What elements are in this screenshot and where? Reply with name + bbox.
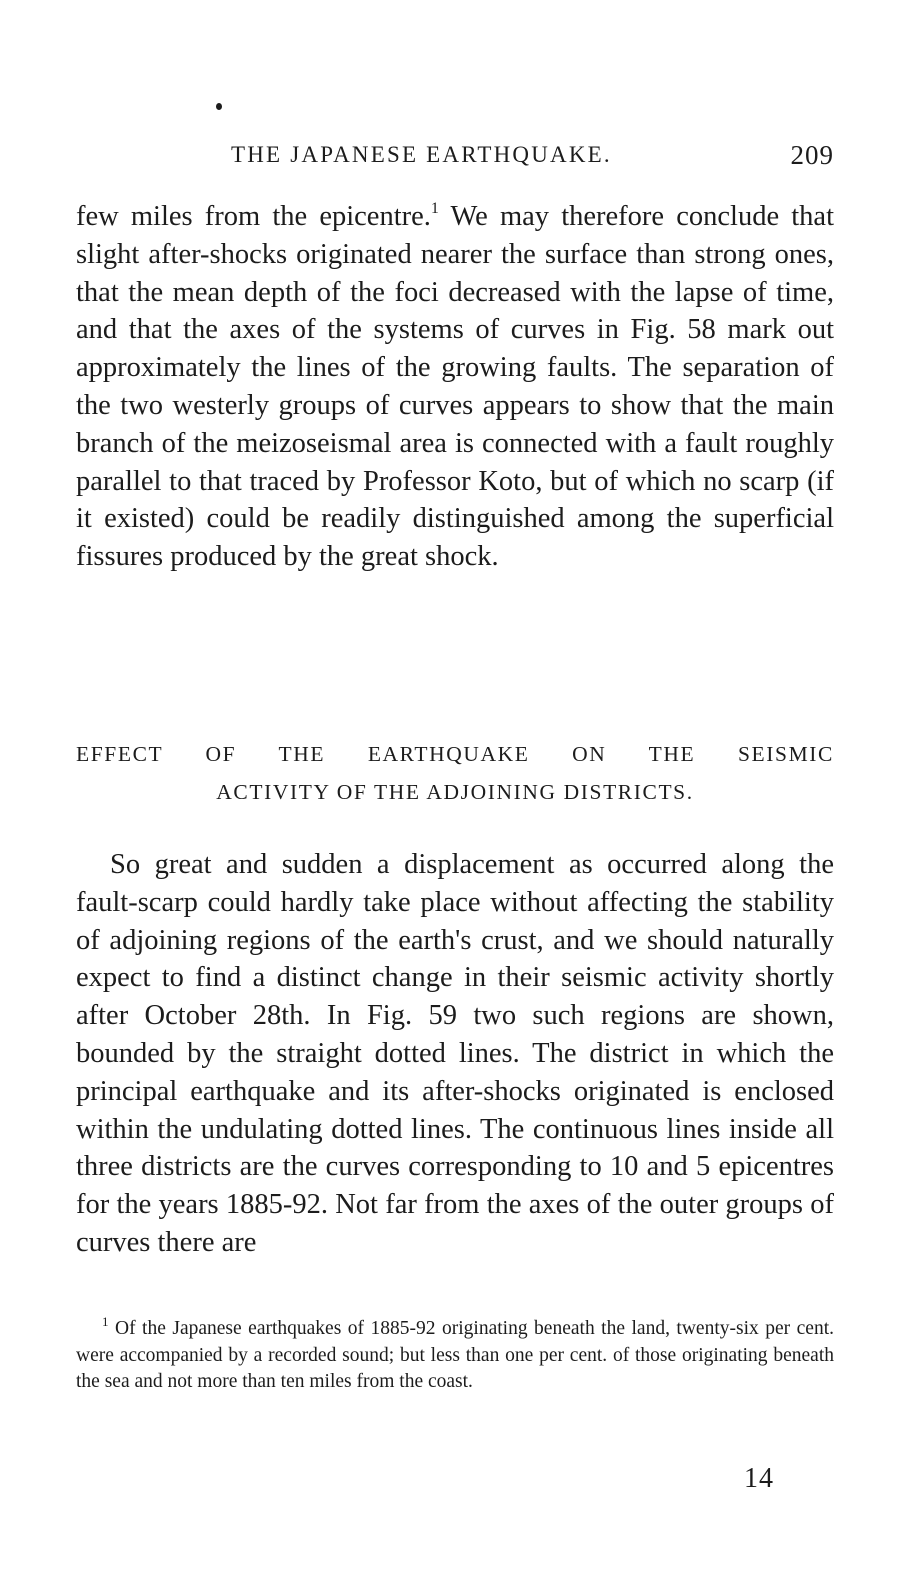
book-page [76, 0, 834, 1574]
paragraph-1 [76, 198, 834, 576]
signature-mark: 14 [744, 1463, 774, 1494]
section-heading-line-2: ACTIVITY OF THE ADJOINING DISTRICTS. [216, 780, 694, 804]
footnote-marker: 1 [102, 1314, 109, 1329]
paragraph-2: So great and sudden a displacement as occurred along the fault-scarp could hardly take place without affecting the stability of adjoining regions of the earth's crust, and we should naturally expect to find a distinct change in their seismic activity shortly after October 28th. In Fig. 59 two such regions are shown, bounded by the straight dotted lines. The district in which the principal earthquake and its after-shocks originated is enclosed within the undulating dotted lines. The continuous lines inside all three districts are the curves corresponding to 10 and 5 epicentres for the years 1885-92. Not far from the axes of the outer groups of curves there are [76, 849, 834, 1258]
ink-speck [216, 103, 222, 110]
section-heading-line-1: EFFECT OF THE EARTHQUAKE ON THE SEISMIC [76, 742, 834, 766]
running-head [76, 138, 834, 172]
footnote-text: Of the Japanese earthquakes of 1885-92 originating beneath the land, twenty-six per cent. were accompanied by a recorded sound; but less than one per cent. of those originating beneath the sea and not more than ten miles from the coast. [76, 1318, 834, 1392]
footnote [76, 1316, 834, 1396]
paragraph-1-body: We may therefore conclude that slight after-shocks originated nearer the surface than strong ones, that the mean depth of the foci decreased with the lapse of time, and that the axes of the systems of curves in Fig. 58 mark out approximately the lines of the growing faults. The separation of the two westerly groups of curves appears to show that the main branch of the meizoseismal area is connected with a fault roughly parallel to that traced by Professor Koto, but of which no scarp (if it existed) could be readily distinguished among the superficial fissures produced by the great shock. [76, 201, 834, 573]
footnote-reference: 1 [430, 200, 439, 217]
running-title: THE JAPANESE EARTHQUAKE. [231, 142, 612, 167]
paragraph-1-lead: few miles from the epicentre. [76, 201, 431, 232]
section-heading [76, 735, 834, 811]
page-number: 209 [790, 140, 834, 170]
